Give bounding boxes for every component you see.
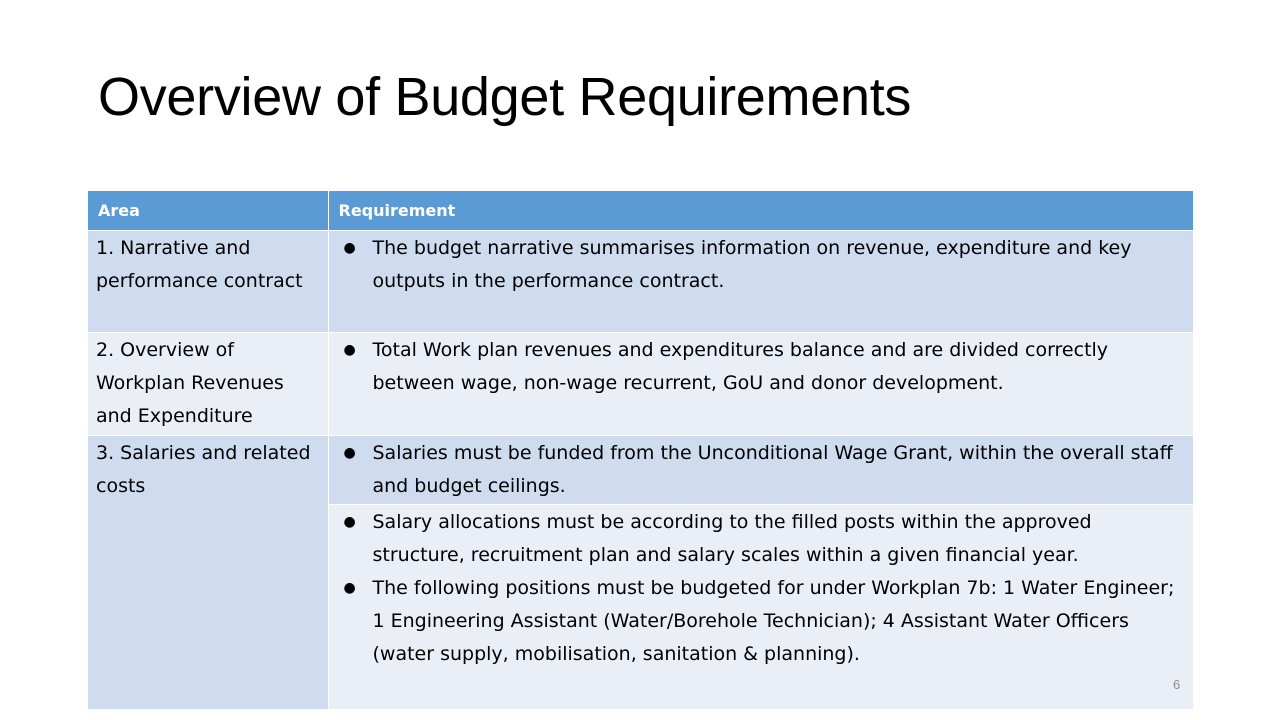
bullet-icon: ● <box>343 444 356 461</box>
requirement-text: Total Work plan revenues and expenditures balance and are divided correctly between wage, non-wage recurrent, GoU and donor development. <box>372 338 1109 394</box>
requirement-item <box>337 334 1186 400</box>
requirement-cell <box>328 435 1193 504</box>
requirement-text: Salaries must be funded from the Unconditional Wage Grant, within the overall staff and budget ceilings. <box>372 441 1173 497</box>
table-row <box>88 435 1193 504</box>
requirement-text: The budget narrative summarises information on revenue, expenditure and key outputs in the performance contract. <box>372 236 1132 292</box>
area-cell: 3. Salaries and related costs <box>88 435 328 709</box>
table-row <box>88 230 1193 332</box>
bullet-icon: ● <box>343 513 356 530</box>
slide-title: Overview of Budget Requirements <box>98 67 912 127</box>
requirement-item <box>337 572 1186 671</box>
requirement-item <box>337 506 1186 572</box>
requirements-table <box>88 191 1193 709</box>
area-cell: 1. Narrative and performance contract <box>88 230 328 332</box>
header-requirement: Requirement <box>328 191 1193 230</box>
requirement-item <box>337 232 1186 298</box>
header-area: Area <box>88 191 328 230</box>
requirement-cell <box>328 230 1193 332</box>
requirement-cell <box>328 332 1193 435</box>
table-header-row <box>88 191 1193 230</box>
requirement-text: Salary allocations must be according to the filled posts within the approved structure, recruitment plan and salary scales within a given financial year. <box>372 510 1092 566</box>
bullet-icon: ● <box>343 341 356 358</box>
requirement-item <box>337 437 1186 503</box>
area-cell: 2. Overview of Workplan Revenues and Expenditure <box>88 332 328 435</box>
table-row <box>88 332 1193 435</box>
requirement-cell <box>328 504 1193 709</box>
requirement-text: The following positions must be budgeted for under Workplan 7b: 1 Water Engineer; 1 Engineering Assistant (Water/Borehole Technician); 4 Assistant Water Officers (water supply, mobilisation, sanitation & planning). <box>372 576 1175 665</box>
bullet-icon: ● <box>343 579 356 596</box>
page-number: 6 <box>1173 677 1181 692</box>
bullet-icon: ● <box>343 239 356 256</box>
